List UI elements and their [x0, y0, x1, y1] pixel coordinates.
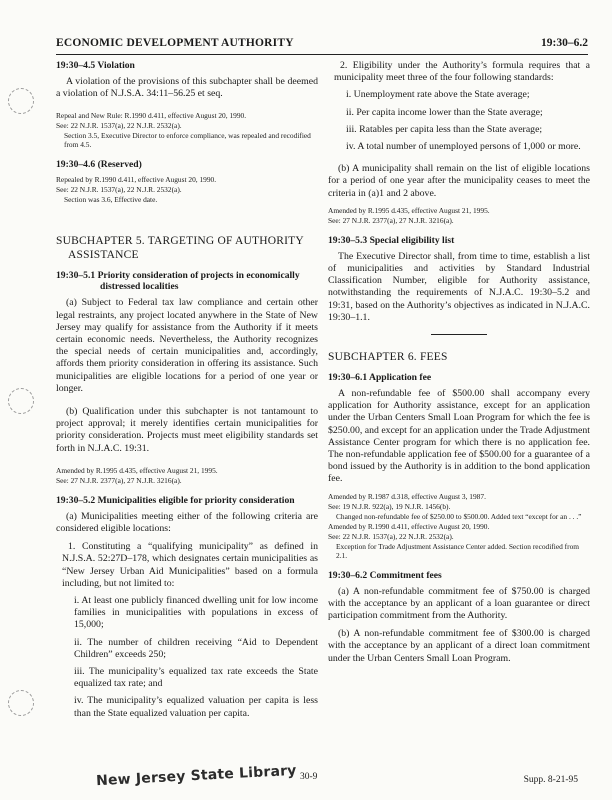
- library-stamp: New Jersey State Library: [95, 762, 297, 790]
- list-item: iv. The municipality’s equalized valuation per capita is less than the State equalized valuation per capita.: [74, 695, 318, 719]
- history-note: See: 19 N.J.R. 922(a), 19 N.J.R. 1456(b).: [328, 501, 451, 511]
- page-number: 30-9: [300, 772, 318, 782]
- history-note: Repeal and New Rule: R.1990 d.411, effective August 20, 1990.: [56, 111, 247, 121]
- section-heading: 19:30–6.1 Application fee: [328, 372, 432, 384]
- history-note: Exception for Trade Adjustment Assistance Center added. Section recodified from 2.1.: [336, 541, 580, 560]
- section-heading: 19:30–5.3 Special eligibility list: [328, 234, 455, 246]
- list-item: 1. Constituting a “qualifying municipality” as defined in N.J.S.A. 52:27D–178, which designates certain municipalities as “New Jersey Urban Aid Municipalities” based on a formula including, but not limited to:: [62, 541, 318, 589]
- list-item: iv. A total number of unemployed persons of 1,000 or more.: [346, 141, 581, 153]
- criteria-list: [56, 595, 318, 720]
- history-note: See: 27 N.J.R. 2377(a), 27 N.J.R. 3216(a).: [56, 475, 182, 485]
- section-heading: 19:30–5.2 Municipalities eligible for priority consideration: [56, 494, 295, 506]
- history-note: Amended by R.1990 d.411, effective August 20, 1990.: [328, 521, 490, 531]
- section-heading: 19:30–4.5 Violation: [56, 60, 135, 71]
- list-item: ii. The number of children receiving “Aid to Dependent Children” exceeds 250;: [74, 636, 318, 660]
- paragraph: (b) Qualification under this subchapter is not tantamount to project approval; it merely identifies certain municipalities for priority consideration. Projects must meet eligibility standards set forth in N.J.A.C. 19:31.: [56, 406, 318, 454]
- list-item: i. At least one publicly financed dwelling unit for low income families in municipalities with populations in excess of 15,000;: [74, 595, 318, 631]
- section-heading: 19:30–4.6 (Reserved): [56, 159, 142, 171]
- punch-hole-icon: [8, 88, 34, 114]
- list-item: iii. Ratables per capita less than the State average;: [346, 123, 543, 135]
- subchapter-heading: SUBCHAPTER 6. FEES: [328, 351, 448, 364]
- section-heading: 19:30–6.2 Commitment fees: [328, 569, 442, 581]
- right-column: [328, 60, 590, 671]
- history-note: Amended by R.1995 d.435, effective August 21, 1995.: [56, 465, 218, 475]
- section-body: A violation of the provisions of this subchapter shall be deemed a violation of N.J.S.A. 34:11–56.25 et seq.: [56, 76, 318, 100]
- list-item: iii. The municipality’s equalized tax rate exceeds the State equalized tax rate; and: [74, 666, 318, 690]
- divider: [431, 334, 487, 335]
- paragraph: The Executive Director shall, from time to time, establish a list of municipalities and activities by Standard Industrial Classification Number, eligible for Authority assistance, notwithstanding the requirements of N.J.A.C. 19:30–5.2 and 19:31, based on the Authority’s objectives as indicated in N.J.A.C. 19:30–1.1.: [328, 250, 590, 323]
- list-item: ii. Per capita income lower than the State average;: [346, 106, 543, 118]
- history-note: See: 22 N.J.R. 1537(a), 22 N.J.R. 2532(a).: [56, 185, 182, 195]
- paragraph: (a) Municipalities meeting either of the following criteria are considered eligible locations:: [56, 510, 318, 535]
- paragraph: (a) A non-refundable commitment fee of $750.00 is charged with the acceptance by an applicant of a loan guarantee or direct participation commitment from the Authority.: [328, 585, 590, 622]
- paragraph: (b) A non-refundable commitment fee of $300.00 is charged with the acceptance by an applicant of a direct loan commitment under the Urban Centers Small Loan Program.: [328, 628, 590, 664]
- paragraph: (b) A municipality shall remain on the list of eligible locations for a period of one year after the municipality ceases to meet the criteria in (a)1 and 2 above.: [328, 163, 590, 199]
- left-column: [56, 60, 318, 725]
- history-note: Section was 3.6, Effective date.: [64, 195, 158, 205]
- history-note: Amended by R.1987 d.318, effective August 3, 1987.: [328, 491, 486, 501]
- section-heading: 19:30–5.1 Priority consideration of projects in economically distressed localities: [56, 270, 300, 293]
- supplement-date: Supp. 8-21-95: [523, 775, 578, 785]
- running-header: [56, 34, 588, 55]
- paragraph: (a) Subject to Federal tax law compliance and certain other legal restraints, any project located anywhere in the State of New Jersey may qualify for assistance from the Authority if it meets certain economic needs. Nevertheless, the Authority recognizes the special needs of certain municipalities and, accordingly, affords them priority consideration in offering its assistance. Such municipalities are eligible locations for a period of one year or longer.: [56, 297, 318, 394]
- history-note: See: 22 N.J.R. 1537(a), 22 N.J.R. 2532(a).: [328, 531, 454, 541]
- subchapter-heading: SUBCHAPTER 5. TARGETING OF AUTHORITY ASSISTANCE: [56, 235, 304, 262]
- history-note: Section 3.5, Executive Director to enforce compliance, was repealed and recodified from 4.5.: [64, 131, 311, 150]
- history-note: See: 27 N.J.R. 2377(a), 27 N.J.R. 3216(a).: [328, 215, 454, 225]
- punch-hole-icon: [8, 690, 34, 716]
- history-note: Repealed by R.1990 d.411, effective August 20, 1990.: [56, 175, 217, 185]
- list-item: 2. Eligibility under the Authority’s formula requires that a municipality meet three of the four following standards:: [334, 60, 590, 84]
- paragraph: A non-refundable fee of $500.00 shall accompany every application for Authority assistance, except for an application under the Urban Centers Small Loan Program for which the fee is $250.00, and except for an application under the Trade Adjustment Assistance Center program for which there is no application fee. The non-refundable application fee of $500.00 for a guarantee of a bond issued by the Authority is in addition to the bond application fee.: [328, 388, 591, 485]
- header-title: ECONOMIC DEVELOPMENT AUTHORITY: [56, 37, 294, 49]
- standards-list: [328, 89, 590, 153]
- punch-hole-icon: [8, 388, 34, 414]
- history-note: See: 22 N.J.R. 1537(a), 22 N.J.R. 2532(a).: [56, 121, 182, 131]
- history-note: Amended by R.1995 d.435, effective August 21, 1995.: [328, 205, 490, 215]
- header-section-number: 19:30–6.2: [541, 37, 588, 49]
- history-note: Changed non-refundable fee of $250.00 to $500.00. Added text “except for an . . .”: [336, 511, 582, 521]
- list-item: i. Unemployment rate above the State average;: [346, 89, 530, 101]
